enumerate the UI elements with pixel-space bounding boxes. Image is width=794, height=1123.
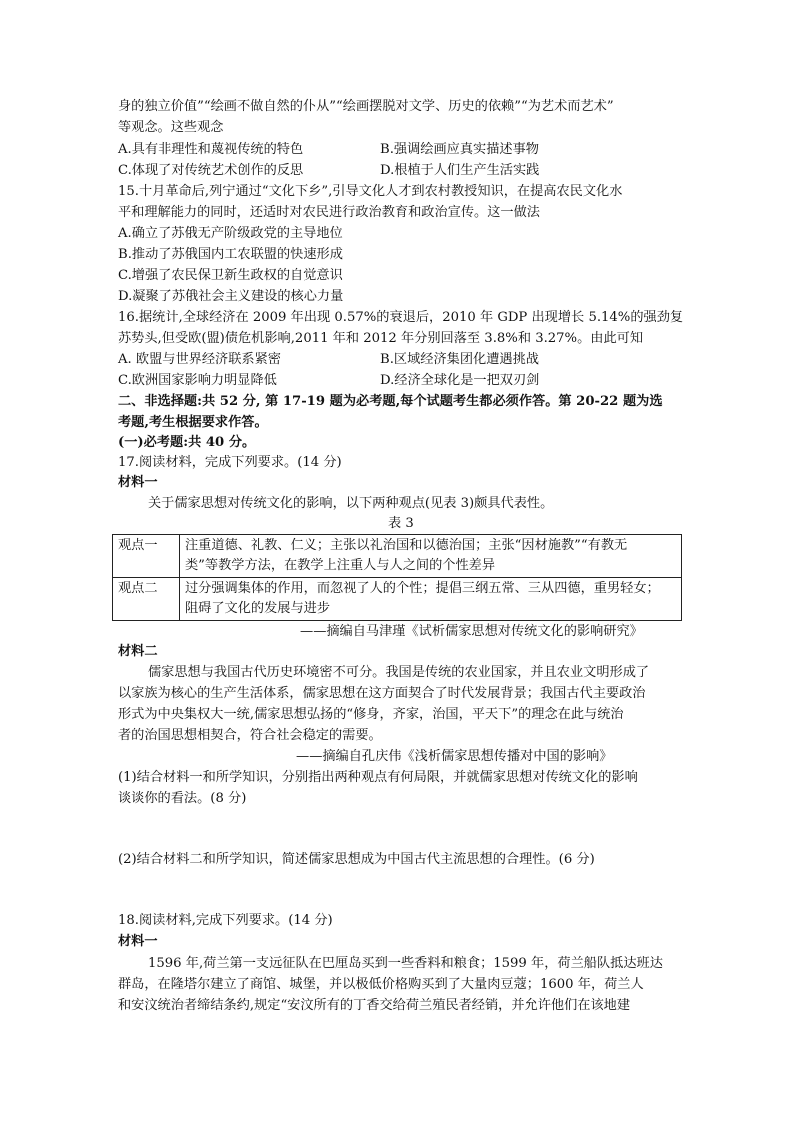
q17-material1-intro: 关于儒家思想对传统文化的影响，以下两种观点(见表 3)颇具代表性。 <box>148 496 554 511</box>
q17-material2-line-1: 儒家思想与我国古代历史环境密不可分。我国是传统的农业国家，并且农业文明形成了 <box>148 665 650 680</box>
q16-option-b: B.区域经济集团化遭遇挑战 <box>380 352 539 367</box>
q15-line-1: 15.十月革命后,列宁通过“文化下乡”,引导文化人才到农村教授知识，在提高农民文化水 <box>118 184 623 199</box>
q18-material1-label: 材料一 <box>118 934 158 949</box>
q17-part1-line-2: 谈谈你的看法。(8 分) <box>118 791 247 806</box>
q14-option-c: C.体现了对传统艺术创作的反思 <box>118 163 304 178</box>
table-cell-line: 类”等教学方法，在教学上注重人与人之间的个性差异 <box>185 558 496 573</box>
q17-stem: 17.阅读材料，完成下列要求。(14 分) <box>118 455 342 470</box>
q15-line-2: 平和理解能力的同时，还适时对农民进行政治教育和政治宣传。这一做法 <box>118 205 540 220</box>
q16-option-a: A. 欧盟与世界经济联系紧密 <box>118 352 281 367</box>
table-3 <box>112 534 682 621</box>
q17-material2-line-4: 者的治国思想相契合，符合社会稳定的需要。 <box>118 728 382 743</box>
q18-stem: 18.阅读材料,完成下列要求。(14 分) <box>118 913 333 928</box>
q17-part1-line-1: (1)结合材料一和所学知识，分别指出两种观点有何局限，并就儒家思想对传统文化的影响 <box>118 770 638 785</box>
table-row <box>113 535 682 578</box>
table-cell-key: 观点一 <box>113 535 180 578</box>
table-cell-line: 阻碍了文化的发展与进步 <box>185 601 331 616</box>
q17-material2-source: ——摘编自孔庆伟《浅析儒家思想传播对中国的影响》 <box>296 749 613 764</box>
q15-option-b: B.推动了苏俄国内工农联盟的快速形成 <box>118 247 343 262</box>
q14-option-d: D.根植于人们生产生活实践 <box>380 163 540 178</box>
table3-caption: 表 3 <box>388 516 414 531</box>
table-cell-line: 过分强调集体的作用，而忽视了人的个性；提倡三纲五常、三从四德，重男轻女； <box>185 581 660 596</box>
q15-option-a: A.确立了苏俄无产阶级政党的主导地位 <box>118 226 343 241</box>
q16-option-c: C.欧洲国家影响力明显降低 <box>118 373 277 388</box>
table-cell-value <box>180 535 682 578</box>
q15-option-c: C.增强了农民保卫新生政权的自觉意识 <box>118 268 343 283</box>
q17-material2-line-2: 以家族为核心的生产生活体系，儒家思想在这方面契合了时代发展背景；我国古代主要政治 <box>118 686 646 701</box>
section2-heading-2: 考题,考生根据要求作答。 <box>118 415 268 430</box>
table-cell-line: 注重道德、礼教、仁义；主张以礼治国和以德治国；主张“因材施教”“有教无 <box>185 538 628 553</box>
q17-material1-source: ——摘编自马津瑾《试析儒家思想对传统文化的影响研究》 <box>300 624 643 639</box>
q16-option-d: D.经济全球化是一把双刃剑 <box>380 373 540 388</box>
q14-option-b: B.强调绘画应真实描述事物 <box>380 142 539 157</box>
q18-material1-line-3: 和安汶统治者缔结条约,规定“安汶所有的丁香交给荷兰殖民者经销，并允许他们在该地建 <box>118 998 631 1013</box>
q16-line-1: 16.据统计,全球经济在 2009 年出现 0.57%的衰退后，2010 年 GDP 出现增长 5.14%的强劲复 <box>118 310 684 325</box>
q14-line-2: 等观念。这些观念 <box>118 120 224 135</box>
q18-material1-line-2: 群岛，在隆塔尔建立了商馆、城堡，并以极低价格购买到了大量肉豆蔻；1600 年，荷兰人 <box>118 977 644 992</box>
q18-material1-line-1: 1596 年,荷兰第一支远征队在巴厘岛买到一些香料和粮食；1599 年，荷兰船队抵达班达 <box>148 956 663 971</box>
table-cell-key: 观点二 <box>113 578 180 621</box>
q15-option-d: D.凝聚了苏俄社会主义建设的核心力量 <box>118 289 344 304</box>
q17-material2-label: 材料二 <box>118 644 158 659</box>
table-row <box>113 578 682 621</box>
section2-heading-1: 二、非选择题:共 52 分, 第 17-19 题为必考题,每个试题考生都必须作答。第 20-22 题为选 <box>118 394 663 409</box>
table-cell-value <box>180 578 682 621</box>
q14-option-a: A.具有非理性和蔑视传统的特色 <box>118 142 304 157</box>
q17-material1-label: 材料一 <box>118 475 158 490</box>
q16-line-2: 苏势头,但受欧(盟)债危机影响,2011 年和 2012 年分别回落至 3.8%和 3.27%。由此可知 <box>118 331 644 346</box>
q17-part2: (2)结合材料二和所学知识，简述儒家思想成为中国古代主流思想的合理性。(6 分) <box>118 852 595 867</box>
q14-line-1: 身的独立价值”“绘画不做自然的仆从”“绘画摆脱对文学、历史的依赖”“为艺术而艺术” <box>118 99 614 114</box>
q17-material2-line-3: 形式为中央集权大一统,儒家思想弘扬的“修身，齐家，治国，平天下”的理念在此与统治 <box>118 707 624 722</box>
required-heading: (一)必考题:共 40 分。 <box>118 435 256 450</box>
